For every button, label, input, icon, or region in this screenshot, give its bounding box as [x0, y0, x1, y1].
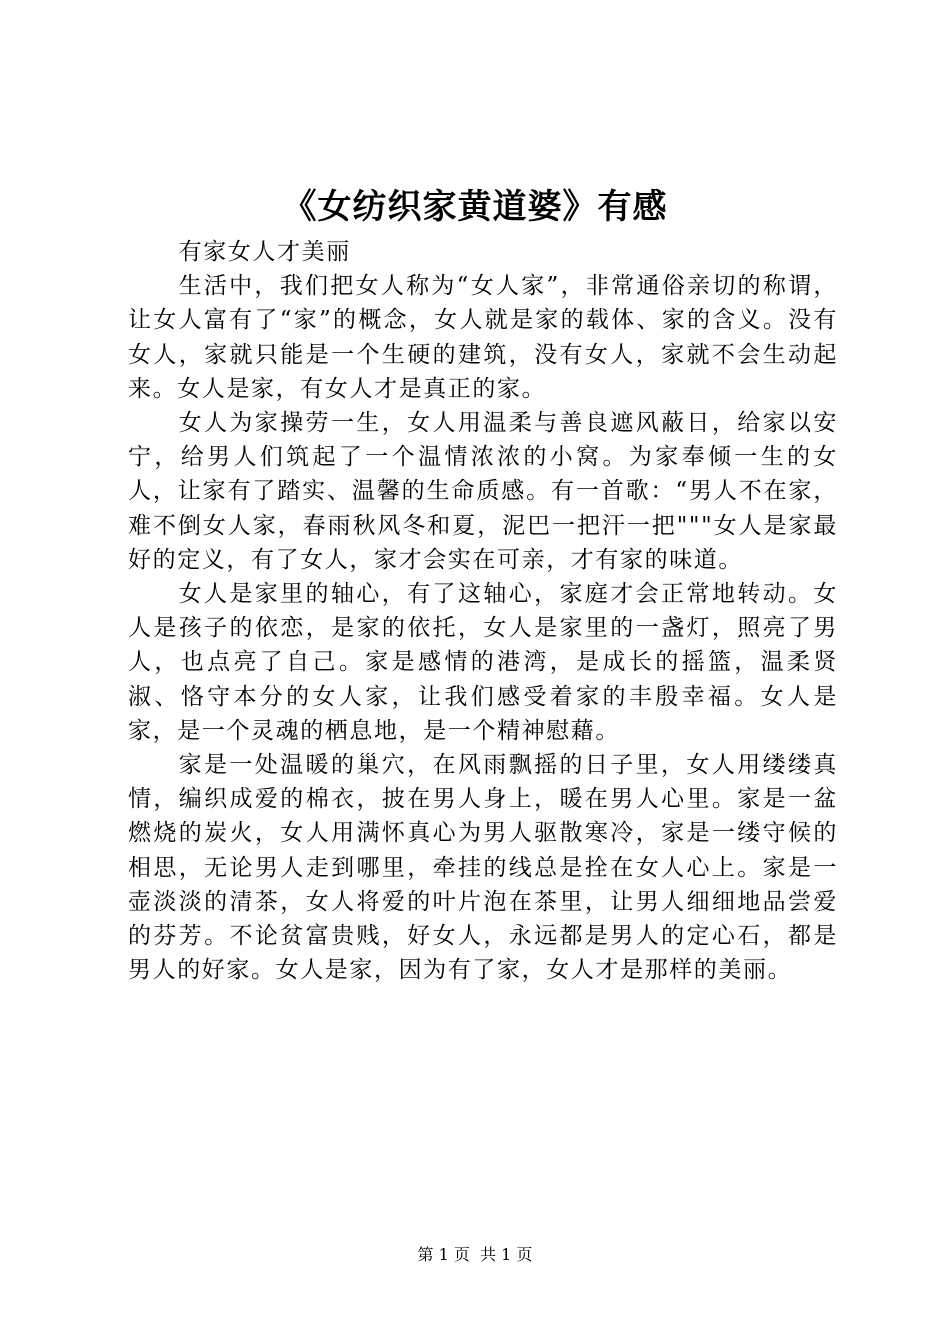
- paragraph: 女人是家里的轴心，有了这轴心，家庭才会正常地转动。女人是孩子的依恋，是家的依托，女人是家里的一盏灯，照亮了男人，也点亮了自己。家是感情的港湾，是成长的摇篮，温柔贤淑、恪守本分的女人家，让我们感受着家的丰殷幸福。女人是家，是一个灵魂的栖息地，是一个精神慰藉。: [128, 581, 838, 744]
- document-body: [128, 235, 838, 987]
- paragraph: 生活中，我们把女人称为“女人家”，非常通俗亲切的称谓，让女人富有了“家”的概念，女人就是家的载体、家的含义。没有女人，家就只能是一个生硬的建筑，没有女人，家就不会生动起来。女人是家，有女人才是真正的家。: [128, 273, 838, 402]
- paragraph-subtitle: 有家女人才美丽: [178, 239, 351, 265]
- document-title: 《女纺织家黄道婆》有感: [282, 187, 668, 227]
- page-number: 第 1 页 共 1 页: [417, 1245, 533, 1264]
- page-footer: [0, 1244, 950, 1266]
- paragraph: 家是一处温暖的巢穴，在风雨飘摇的日子里，女人用缕缕真情，编织成爱的棉衣，披在男人身上，暖在男人心里。家是一盆燃烧的炭火，女人用满怀真心为男人驱散寒冷，家是一缕守候的相思，无论男人走到哪里，牵挂的线总是拴在女人心上。家是一壶淡淡的清茶，女人将爱的叶片泡在茶里，让男人细细地品尝爱的芬芳。不论贫富贵贱，好女人，永远都是男人的定心石，都是男人的好家。女人是家，因为有了家，女人才是那样的美丽。: [128, 752, 838, 984]
- paragraph: 女人为家操劳一生，女人用温柔与善良遮风蔽日，给家以安宁，给男人们筑起了一个温情浓浓的小窝。为家奉倾一生的女人，让家有了踏实、温馨的生命质感。有一首歌：“男人不在家，难不倒女人家，春雨秋风冬和夏，泥巴一把汗一把"""女人是家最好的定义，有了女人，家才会实在可亲，才有家的味道。: [128, 410, 838, 573]
